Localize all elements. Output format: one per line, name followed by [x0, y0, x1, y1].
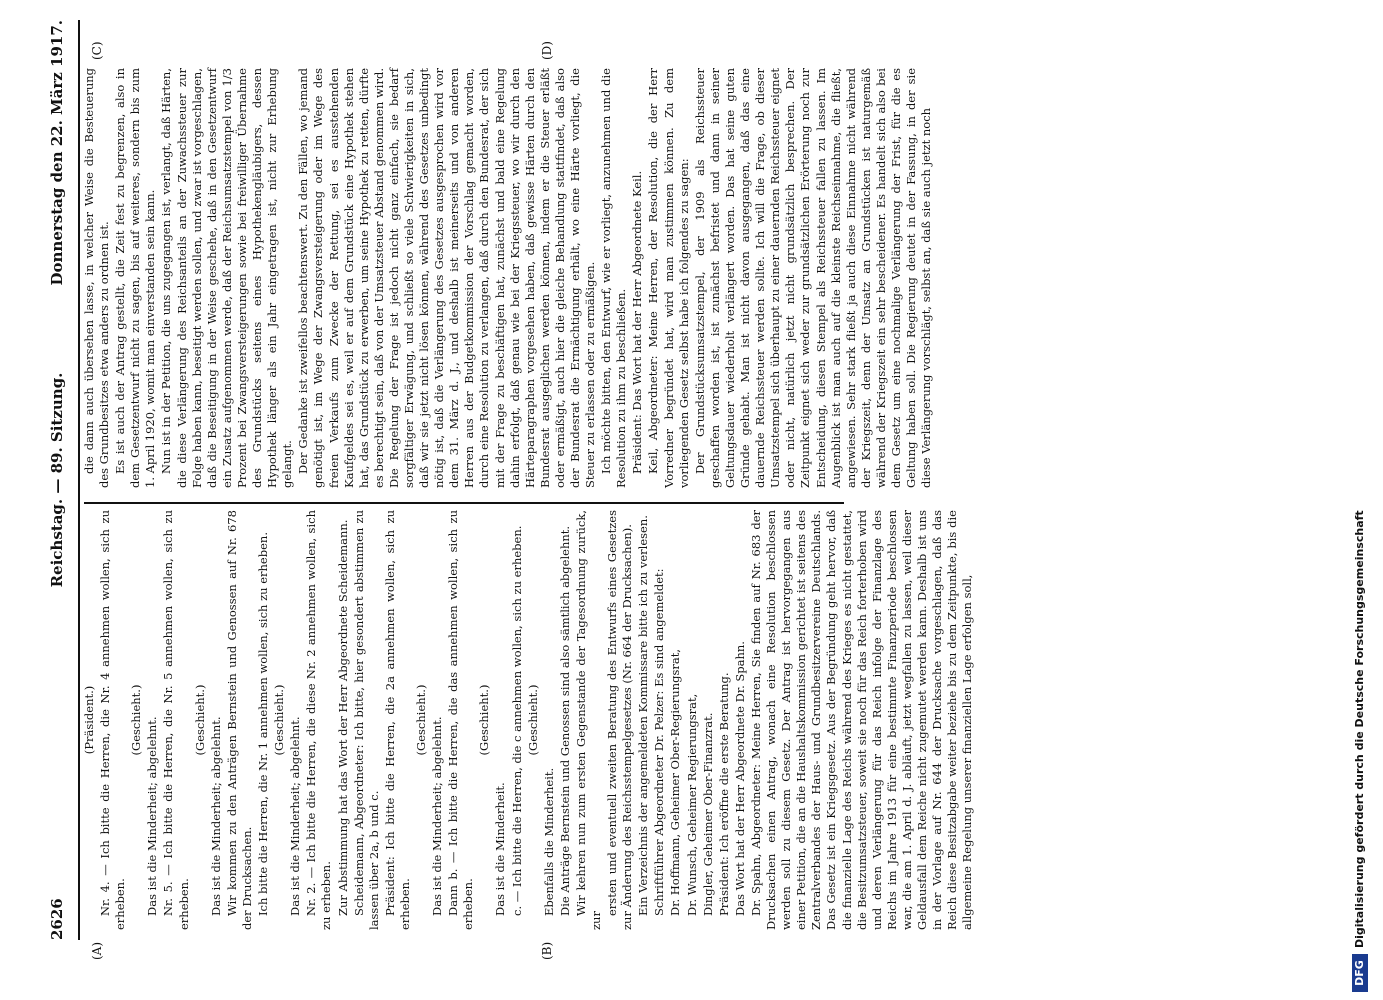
paragraph: c. — Ich bitte die Herren, die c annehmen wollen, sich zu erheben. [509, 525, 524, 916]
paragraph: Keil, Abgeordneter: Meine Herren, der Resolution, die der Herr Vorredner begründet hat, wird man zustimmen können. Zu dem vorliegenden Gesetz selbst habe ich folgendes zu sagen: [646, 68, 691, 488]
paragraph: ersten und eventuell zweiten Beratung des Entwurfs eines Gesetzes zur Änderung des Reichsstempelgesetzes (Nr. 664 der Drucksachen). [605, 510, 635, 930]
page-number: 2626 [48, 898, 66, 940]
digitization-stamp [1350, 172, 1372, 992]
paragraph: Das Wort hat der Herr Abgeordnete Dr. Spahn. [732, 641, 747, 916]
paragraph: Die Anträge Bernstein und Genossen sind also sämtlich abgelehnt. [557, 525, 572, 916]
paragraph: (Geschieht.) [129, 684, 144, 756]
paragraph: (Geschieht.) [477, 684, 492, 756]
paragraph: Dann b. — Ich bitte die Herren, die das annehmen wollen, sich zu erheben. [446, 510, 476, 930]
paragraph: Das ist die Minderheit; abgelehnt. [145, 716, 160, 916]
paragraph: Nr. 4. — Ich bitte die Herren, die Nr. 4 annehmen wollen, sich zu erheben. [98, 510, 128, 930]
margin-mark-a: (A) [90, 941, 104, 960]
paragraph: (Geschieht.) [192, 684, 207, 756]
paragraph: Nun ist in der Petition, die uns zugegangen ist, verlangt, daß Härten, die diese Verlängerung des Reichsanteils an der Zuwachssteuer zur Folge haben kann, beseitigt werden sollen, und zwar ist vorgeschlagen, daß die Beseitigung in der Weise geschehe, daß in den Gesetzentwurf ein Zusatz aufgenommen werde, daß der Reichsumsatzstempel von 1/3 Prozent bei Zwangsversteigerungen sowie bei freiwilliger Übernahme des Grundstücks seitens eines Hypothekengläubigers, dessen Hypothek länger als ein Jahr eingetragen ist, nicht zur Erhebung gelangt. [159, 68, 295, 488]
paragraph: Nr. 2. — Ich bitte die Herren, die diese Nr. 2 annehmen wollen, sich zu erheben. [304, 510, 334, 930]
paragraph: Der Gedanke ist zweifellos beachtenswert. Zu den Fällen, wo jemand genötigt ist, im Wege der Zwangsversteigerung oder im Wege des freien Verkaufs zum Zwecke der Rettung, sei es ausstehenden Kaufgeldes sei es, weil er auf dem Grundstück eine Hypothek stehen hat, das Grundstück zu erwerben, um seine Hypothek zu retten, dürfte es berechtigt sein, daß von der Umsatzsteuer Abstand genommen wird. Die Regelung der Frage ist jedoch nicht ganz einfach, sie bedarf sorgfältiger Erwägung, und schließt so viele Schwierigkeiten in sich, daß wir sie jetzt nicht lösen können, während des Gesetzes unbedingt nötig ist, daß die Verlängerung des Gesetzes ausgesprochen wird vor dem 31. März d. J., und deshalb ist meinerseits und von anderen Herren aus der Budgetkommission der Vorschlag gemacht worden, durch eine Resolution zu verlangen, daß durch den Bundesrat, der sich mit der Frage zu beschäftigen hat, zunächst und bald eine Regelung dahin erfolgt, daß genau wie bei der Kriegssteuer, wo wir durch den Härteparagraphen vorgesehen haben, daß gewisse Härten durch den Bundesrat ausgeglichen werden können, indem er die Steuer erläßt oder ermäßigt, auch hier die gleiche Behandlung stattfindet, daß also der Bundesrat die Ermächtigung erhält, wo eine Härte vorliegt, die Steuer zu erlassen oder zu ermäßigen. [296, 68, 598, 488]
paragraph: Ich bitte die Herren, die Nr. 1 annehmen wollen, sich zu erheben. [256, 532, 271, 916]
paragraph: Das ist die Minderheit; abgelehnt. [288, 716, 303, 916]
paragraph: Nr. 5. — Ich bitte die Herren, die Nr. 5 annehmen wollen, sich zu erheben. [161, 510, 191, 930]
paragraph: Dingler, Geheimer Ober-Finanzrat. [700, 712, 715, 916]
paragraph: Es ist auch der Antrag gestellt, die Zeit fest zu begrenzen, also in dem Gesetzentwurf nicht zu sagen, bis auf weiteres, sondern bis zum 1. April 1920, womit man einverstanden sein kann. [113, 68, 158, 488]
paragraph: Zur Abstimmung hat das Wort der Herr Abgeordnete Scheidemann. [335, 519, 350, 916]
paragraph: Schriftführer Abgeordneter Dr. Pelzer: Es sind angemeldet: [652, 568, 667, 916]
paragraph: Präsident: Das Wort hat der Herr Abgeordnete Keil. [630, 170, 645, 474]
paragraph: Wir kehren nun zum ersten Gegenstande der Tagesordnung zurück, zur [573, 510, 603, 930]
paragraph: die dann auch übersehen lasse, in welcher Weise die Besteuerung des Grundbesitzes etwa anders zu ordnen ist. [82, 68, 112, 488]
margin-mark-c: (C) [90, 41, 104, 60]
paragraph: (Geschieht.) [525, 684, 540, 756]
paragraph: Das ist die Minderheit; abgelehnt. [208, 716, 223, 916]
paragraph: Präsident: Ich bitte die Herren, die 2a annehmen wollen, sich zu erheben. [382, 510, 412, 930]
paragraph: Scheidemann, Abgeordneter: Ich bitte, hier gesondert abstimmen zu lassen über 2a, b und c. [351, 510, 381, 930]
dfg-logo-icon: DFG [1352, 954, 1368, 992]
paragraph: Dr. Hoffmann, Geheimer Ober-Regierungsrat, [668, 648, 683, 916]
header-rule [78, 20, 80, 940]
dfg-credit-text: Digitalisierung gefördert durch die Deutsche Forschungsgemeinschaft [1353, 510, 1366, 948]
left-text-column [82, 510, 976, 930]
page-header [42, 20, 72, 940]
column-divider [84, 502, 844, 504]
paragraph: Präsident: Ich eröffne die erste Beratung. [716, 672, 731, 916]
margin-mark-b: (B) [540, 941, 554, 960]
paragraph: (Geschieht.) [272, 684, 287, 756]
paragraph: Wir kommen zu den Anträgen Bernstein und Genossen auf Nr. 678 der Drucksachen. [224, 510, 254, 930]
margin-mark-d: (D) [540, 41, 554, 60]
paragraph: Dr. Wunsch, Geheimer Regierungsrat, [684, 693, 699, 916]
paragraph: (Präsident.) [82, 685, 96, 755]
paragraph: Ein Verzeichnis der angemeldeten Kommissare bitte ich zu verlesen. [636, 515, 651, 916]
paragraph: Das ist die Minderheit; abgelehnt. [430, 716, 445, 916]
right-text-column [82, 68, 935, 488]
paragraph: Der Grundstücksumsatzstempel, der 1909 als Reichssteuer geschaffen worden ist, ist zunächst befristet und dann in seiner Geltungsdauer wiederholt verlängert worden. Das hat seine guten Gründe gehabt. Man ist nicht davon ausgegangen, daß das eine dauernde Reichssteuer werden sollte. Ich will die Frage, ob dieser Umsatzstempel sich überhaupt zu einer dauernden Reichssteuer eignet oder nicht, natürlich jetzt nicht grundsätzlich besprechen. Der Zeitpunkt eignet sich weder zur grundsätzlichen Erörterung noch zur Entscheidung, diesen Stempel als Reichssteuer fallen zu lassen. Im Augenblick ist man auch auf die kleinste Reichseinnahme, die fließt, angewiesen. Sehr stark fließt ja auch diese Einnahme nicht während der Kriegszeit, denn der Umsatz an Grundstücken ist naturgemäß während der Kriegszeit ein sehr bescheidener. Es handelt sich also bei dem Gesetz um eine nochmalige Verlängerung der Frist, für die es Geltung haben soll. Die Regierung deutet in der Fassung, in der sie diese Verlängerung vorschlägt, selbst an, daß sie auch jetzt noch [692, 68, 934, 488]
paragraph: (Geschieht.) [413, 684, 428, 756]
paragraph: Das ist die Minderheit. [493, 782, 508, 916]
paragraph: Ich möchte bitten, den Entwurf, wie er vorliegt, anzunehmen und die Resolution zu ihm zu beschließen. [599, 68, 629, 488]
session-date: Donnerstag den 22. März 1917. [48, 20, 66, 286]
paragraph: Ebenfalls die Minderheit. [541, 767, 556, 916]
session-title: Reichstag. — 89. Sitzung. [48, 372, 66, 588]
paragraph: Dr. Spahn, Abgeordneter: Meine Herren, Sie finden auf Nr. 683 der Drucksachen einen Antrag, wonach eine Resolution beschlossen werden soll zu diesem Gesetz. Der Antrag ist hervorgegangen aus einer Petition, die an die Haushaltskommission gerichtet ist seitens des Zentralverbandes der Haus- und Grundbesitzervereine Deutschlands. Das Gesetz ist ein Kriegsgesetz. Aus der Begründung geht hervor, daß die finanzielle Lage des Reichs während des Krieges es nicht gestattet, die Besitzumsatzsteuer, soweit sie noch für das Reich forterhoben wird und deren Verlängerung für das Reich infolge der Finanzlage des Reichs im Jahre 1913 für eine bestimmte Finanzperiode beschlossen war, die am 1. April d. J. abläuft, jetzt wegfallen zu lassen, weil dieser Geldausfall dem Reiche nicht zugemutet werden kann. Deshalb ist uns in der Vorlage auf Nr. 644 der Drucksache vorgeschlagen, daß das Reich diese Besitzabgabe weiter beziehe bis zu dem Zeitpunkte, bis die allgemeine Regelung unserer finanziellen Lage erfolgen soll, [748, 510, 975, 930]
